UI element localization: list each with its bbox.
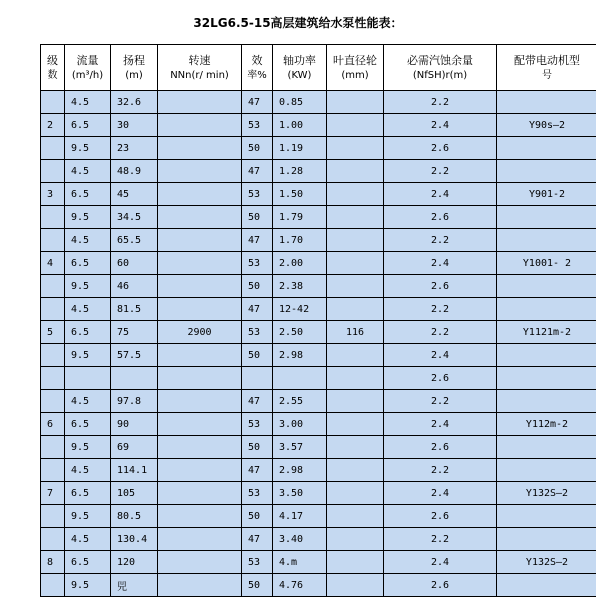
cell-motor-model: Y1121m-2 bbox=[497, 321, 596, 344]
cell-npsh-required: 2.2 bbox=[384, 91, 497, 114]
cell-stage-count bbox=[41, 505, 65, 528]
table-row bbox=[41, 321, 596, 344]
table-row bbox=[41, 482, 596, 505]
cell-head: 75 bbox=[111, 321, 158, 344]
header-speed bbox=[158, 45, 242, 91]
table-row bbox=[41, 137, 596, 160]
table-row bbox=[41, 229, 596, 252]
cell-motor-model: Y112m-2 bbox=[497, 413, 596, 436]
cell-stage-count bbox=[41, 367, 65, 390]
cell-speed bbox=[158, 229, 242, 252]
header-row bbox=[41, 45, 596, 91]
cell-efficiency: 50 bbox=[242, 574, 273, 597]
cell-impeller-diameter bbox=[327, 91, 384, 114]
table-row bbox=[41, 114, 596, 137]
cell-stage-count bbox=[41, 137, 65, 160]
cell-efficiency: 47 bbox=[242, 390, 273, 413]
cell-speed bbox=[158, 91, 242, 114]
cell-npsh-required: 2.6 bbox=[384, 275, 497, 298]
cell-npsh-required: 2.2 bbox=[384, 321, 497, 344]
table-row bbox=[41, 551, 596, 574]
cell-speed bbox=[158, 252, 242, 275]
cell-shaft-power: 1.19 bbox=[273, 137, 327, 160]
cell-efficiency: 47 bbox=[242, 91, 273, 114]
cell-efficiency: 53 bbox=[242, 114, 273, 137]
cell-speed bbox=[158, 206, 242, 229]
cell-impeller-diameter bbox=[327, 275, 384, 298]
cell-npsh-required: 2.4 bbox=[384, 183, 497, 206]
cell-efficiency: 50 bbox=[242, 505, 273, 528]
cell-stage-count bbox=[41, 298, 65, 321]
cell-speed bbox=[158, 367, 242, 390]
cell-flow-rate: 6.5 bbox=[65, 413, 111, 436]
cell-motor-model bbox=[497, 229, 596, 252]
header-label: 必需汽蚀余量 bbox=[407, 53, 473, 67]
cell-impeller-diameter bbox=[327, 390, 384, 413]
table-row bbox=[41, 459, 596, 482]
cell-motor-model bbox=[497, 206, 596, 229]
cell-shaft-power: 2.00 bbox=[273, 252, 327, 275]
cell-shaft-power: 2.55 bbox=[273, 390, 327, 413]
cell-npsh-required: 2.2 bbox=[384, 528, 497, 551]
cell-flow-rate: 4.5 bbox=[65, 229, 111, 252]
cell-flow-rate: 4.5 bbox=[65, 459, 111, 482]
cell-shaft-power: 4.76 bbox=[273, 574, 327, 597]
cell-speed bbox=[158, 436, 242, 459]
cell-impeller-diameter bbox=[327, 574, 384, 597]
cell-shaft-power: 3.00 bbox=[273, 413, 327, 436]
cell-efficiency: 53 bbox=[242, 252, 273, 275]
cell-head: 57.5 bbox=[111, 344, 158, 367]
cell-impeller-diameter bbox=[327, 229, 384, 252]
cell-head: 114.1 bbox=[111, 459, 158, 482]
cell-speed bbox=[158, 275, 242, 298]
cell-shaft-power: 4.17 bbox=[273, 505, 327, 528]
header-efficiency bbox=[242, 45, 273, 91]
table-row bbox=[41, 298, 596, 321]
header-flow-rate bbox=[65, 45, 111, 91]
cell-flow-rate: 4.5 bbox=[65, 528, 111, 551]
cell-efficiency: 53 bbox=[242, 413, 273, 436]
header-head bbox=[111, 45, 158, 91]
cell-flow-rate: 9.5 bbox=[65, 574, 111, 597]
cell-stage-count bbox=[41, 390, 65, 413]
cell-head: 130.4 bbox=[111, 528, 158, 551]
pump-performance-table bbox=[40, 44, 596, 597]
cell-speed bbox=[158, 505, 242, 528]
cell-head: 32.6 bbox=[111, 91, 158, 114]
cell-flow-rate: 6.5 bbox=[65, 551, 111, 574]
header-motor-model bbox=[497, 45, 596, 91]
cell-head: 105 bbox=[111, 482, 158, 505]
header-label: 级 bbox=[47, 53, 58, 67]
cell-speed bbox=[158, 528, 242, 551]
cell-flow-rate: 4.5 bbox=[65, 298, 111, 321]
cell-shaft-power: 1.79 bbox=[273, 206, 327, 229]
cell-flow-rate: 9.5 bbox=[65, 436, 111, 459]
table-row bbox=[41, 183, 596, 206]
cell-efficiency: 53 bbox=[242, 482, 273, 505]
cell-speed: 2900 bbox=[158, 321, 242, 344]
header-stage-count bbox=[41, 45, 65, 91]
cell-efficiency: 50 bbox=[242, 436, 273, 459]
cell-head: 80.5 bbox=[111, 505, 158, 528]
cell-shaft-power bbox=[273, 367, 327, 390]
cell-stage-count bbox=[41, 229, 65, 252]
cell-shaft-power: 2.98 bbox=[273, 459, 327, 482]
cell-flow-rate: 6.5 bbox=[65, 183, 111, 206]
cell-speed bbox=[158, 183, 242, 206]
cell-stage-count bbox=[41, 160, 65, 183]
cell-head: 23 bbox=[111, 137, 158, 160]
cell-impeller-diameter bbox=[327, 482, 384, 505]
cell-impeller-diameter bbox=[327, 551, 384, 574]
table-row bbox=[41, 275, 596, 298]
cell-impeller-diameter bbox=[327, 413, 384, 436]
cell-speed bbox=[158, 551, 242, 574]
cell-speed bbox=[158, 160, 242, 183]
cell-efficiency: 50 bbox=[242, 344, 273, 367]
cell-efficiency: 53 bbox=[242, 551, 273, 574]
cell-motor-model bbox=[497, 528, 596, 551]
cell-efficiency: 47 bbox=[242, 229, 273, 252]
table-row bbox=[41, 528, 596, 551]
cell-head: 60 bbox=[111, 252, 158, 275]
cell-stage-count bbox=[41, 436, 65, 459]
header-label: 效 bbox=[251, 53, 263, 67]
cell-shaft-power: 3.40 bbox=[273, 528, 327, 551]
cell-impeller-diameter bbox=[327, 298, 384, 321]
cell-npsh-required: 2.4 bbox=[384, 114, 497, 137]
header-label: 轴功率 bbox=[283, 53, 316, 67]
cell-head: 69 bbox=[111, 436, 158, 459]
cell-stage-count: 6 bbox=[41, 413, 65, 436]
table-row bbox=[41, 574, 596, 597]
header-unit: (KW) bbox=[287, 69, 312, 81]
cell-impeller-diameter bbox=[327, 436, 384, 459]
cell-npsh-required: 2.6 bbox=[384, 367, 497, 390]
cell-stage-count: 7 bbox=[41, 482, 65, 505]
cell-head: 97.8 bbox=[111, 390, 158, 413]
cell-flow-rate: 9.5 bbox=[65, 505, 111, 528]
cell-stage-count bbox=[41, 344, 65, 367]
cell-speed bbox=[158, 574, 242, 597]
cell-motor-model: Y901-2 bbox=[497, 183, 596, 206]
cell-npsh-required: 2.6 bbox=[384, 436, 497, 459]
cell-motor-model bbox=[497, 275, 596, 298]
cell-flow-rate: 6.5 bbox=[65, 321, 111, 344]
table-row bbox=[41, 505, 596, 528]
cell-efficiency: 50 bbox=[242, 206, 273, 229]
cell-impeller-diameter bbox=[327, 114, 384, 137]
cell-shaft-power: 12-42 bbox=[273, 298, 327, 321]
cell-efficiency: 53 bbox=[242, 183, 273, 206]
cell-impeller-diameter bbox=[327, 367, 384, 390]
header-unit: (m) bbox=[125, 69, 143, 81]
cell-motor-model bbox=[497, 436, 596, 459]
header-label: 流量 bbox=[76, 53, 99, 67]
cell-flow-rate: 6.5 bbox=[65, 482, 111, 505]
table-row bbox=[41, 413, 596, 436]
cell-efficiency: 47 bbox=[242, 160, 273, 183]
header-label: 叶直径轮 bbox=[333, 53, 377, 67]
cell-head: 30 bbox=[111, 114, 158, 137]
cell-motor-model: Y132S—2 bbox=[497, 482, 596, 505]
cell-speed bbox=[158, 344, 242, 367]
cell-flow-rate bbox=[65, 367, 111, 390]
cell-npsh-required: 2.4 bbox=[384, 252, 497, 275]
table-row bbox=[41, 206, 596, 229]
table-row bbox=[41, 252, 596, 275]
page-title: 32LG6.5-15高层建筑给水泵性能表： bbox=[193, 16, 403, 30]
cell-head: 48.9 bbox=[111, 160, 158, 183]
cell-head bbox=[111, 367, 158, 390]
cell-shaft-power: 2.98 bbox=[273, 344, 327, 367]
cell-npsh-required: 2.2 bbox=[384, 160, 497, 183]
cell-flow-rate: 6.5 bbox=[65, 114, 111, 137]
cell-npsh-required: 2.6 bbox=[384, 206, 497, 229]
cell-impeller-diameter bbox=[327, 344, 384, 367]
cell-impeller-diameter bbox=[327, 505, 384, 528]
cell-npsh-required: 2.4 bbox=[384, 413, 497, 436]
cell-shaft-power: 1.00 bbox=[273, 114, 327, 137]
cell-stage-count: 8 bbox=[41, 551, 65, 574]
header-unit: (mm) bbox=[341, 69, 369, 81]
cell-flow-rate: 9.5 bbox=[65, 344, 111, 367]
cell-flow-rate: 4.5 bbox=[65, 91, 111, 114]
cell-flow-rate: 9.5 bbox=[65, 206, 111, 229]
header-unit: (m³/h) bbox=[71, 69, 104, 81]
cell-head: 65.5 bbox=[111, 229, 158, 252]
cell-speed bbox=[158, 298, 242, 321]
cell-head: 90 bbox=[111, 413, 158, 436]
cell-head: 46 bbox=[111, 275, 158, 298]
cell-speed bbox=[158, 459, 242, 482]
cell-speed bbox=[158, 114, 242, 137]
cell-stage-count bbox=[41, 275, 65, 298]
cell-head: 兕 bbox=[111, 574, 158, 597]
cell-motor-model bbox=[497, 137, 596, 160]
table-row bbox=[41, 91, 596, 114]
cell-motor-model bbox=[497, 344, 596, 367]
cell-npsh-required: 2.2 bbox=[384, 459, 497, 482]
cell-flow-rate: 9.5 bbox=[65, 137, 111, 160]
cell-head: 120 bbox=[111, 551, 158, 574]
cell-motor-model bbox=[497, 459, 596, 482]
header-unit: (NfSH)r(m) bbox=[412, 69, 468, 81]
cell-efficiency: 50 bbox=[242, 137, 273, 160]
header-unit: 率% bbox=[247, 69, 267, 81]
cell-stage-count: 5 bbox=[41, 321, 65, 344]
cell-flow-rate: 4.5 bbox=[65, 160, 111, 183]
header-npsh-required bbox=[384, 45, 497, 91]
cell-motor-model bbox=[497, 574, 596, 597]
cell-npsh-required: 2.6 bbox=[384, 505, 497, 528]
cell-npsh-required: 2.4 bbox=[384, 551, 497, 574]
cell-flow-rate: 6.5 bbox=[65, 252, 111, 275]
cell-impeller-diameter bbox=[327, 206, 384, 229]
cell-motor-model: Y1001- 2 bbox=[497, 252, 596, 275]
cell-speed bbox=[158, 482, 242, 505]
cell-efficiency: 50 bbox=[242, 275, 273, 298]
cell-flow-rate: 4.5 bbox=[65, 390, 111, 413]
cell-motor-model bbox=[497, 367, 596, 390]
cell-stage-count bbox=[41, 574, 65, 597]
cell-efficiency: 47 bbox=[242, 459, 273, 482]
cell-motor-model: Y90s—2 bbox=[497, 114, 596, 137]
cell-npsh-required: 2.4 bbox=[384, 482, 497, 505]
cell-motor-model bbox=[497, 390, 596, 413]
table-row bbox=[41, 344, 596, 367]
cell-shaft-power: 2.50 bbox=[273, 321, 327, 344]
table-row bbox=[41, 367, 596, 390]
cell-motor-model: Y132S—2 bbox=[497, 551, 596, 574]
cell-efficiency: 47 bbox=[242, 528, 273, 551]
cell-stage-count bbox=[41, 528, 65, 551]
cell-stage-count bbox=[41, 91, 65, 114]
cell-motor-model bbox=[497, 505, 596, 528]
cell-shaft-power: 1.70 bbox=[273, 229, 327, 252]
cell-impeller-diameter bbox=[327, 252, 384, 275]
cell-shaft-power: 1.50 bbox=[273, 183, 327, 206]
cell-impeller-diameter bbox=[327, 459, 384, 482]
cell-stage-count bbox=[41, 206, 65, 229]
cell-npsh-required: 2.6 bbox=[384, 574, 497, 597]
cell-npsh-required: 2.2 bbox=[384, 298, 497, 321]
cell-efficiency: 53 bbox=[242, 321, 273, 344]
cell-stage-count: 3 bbox=[41, 183, 65, 206]
cell-npsh-required: 2.4 bbox=[384, 344, 497, 367]
cell-impeller-diameter bbox=[327, 160, 384, 183]
cell-impeller-diameter bbox=[327, 137, 384, 160]
cell-shaft-power: 4.m bbox=[273, 551, 327, 574]
table-row bbox=[41, 390, 596, 413]
header-impeller-diameter bbox=[327, 45, 384, 91]
cell-shaft-power: 3.50 bbox=[273, 482, 327, 505]
table-row bbox=[41, 160, 596, 183]
cell-shaft-power: 0.85 bbox=[273, 91, 327, 114]
cell-efficiency: 47 bbox=[242, 298, 273, 321]
cell-efficiency bbox=[242, 367, 273, 390]
cell-head: 81.5 bbox=[111, 298, 158, 321]
cell-shaft-power: 1.28 bbox=[273, 160, 327, 183]
cell-motor-model bbox=[497, 160, 596, 183]
header-label: 扬程 bbox=[123, 53, 145, 67]
cell-npsh-required: 2.6 bbox=[384, 137, 497, 160]
cell-head: 45 bbox=[111, 183, 158, 206]
cell-impeller-diameter bbox=[327, 183, 384, 206]
cell-stage-count: 4 bbox=[41, 252, 65, 275]
header-label: 转速 bbox=[188, 53, 211, 67]
cell-npsh-required: 2.2 bbox=[384, 390, 497, 413]
cell-impeller-diameter bbox=[327, 528, 384, 551]
cell-npsh-required: 2.2 bbox=[384, 229, 497, 252]
cell-speed bbox=[158, 137, 242, 160]
header-unit: 号 bbox=[542, 69, 552, 81]
table-row bbox=[41, 436, 596, 459]
cell-stage-count bbox=[41, 459, 65, 482]
cell-speed bbox=[158, 390, 242, 413]
cell-impeller-diameter: 116 bbox=[327, 321, 384, 344]
cell-shaft-power: 2.38 bbox=[273, 275, 327, 298]
header-shaft-power bbox=[273, 45, 327, 91]
header-unit: NNn(r/ min) bbox=[170, 69, 229, 81]
cell-motor-model bbox=[497, 91, 596, 114]
cell-speed bbox=[158, 413, 242, 436]
header-unit: 数 bbox=[47, 69, 58, 81]
cell-shaft-power: 3.57 bbox=[273, 436, 327, 459]
cell-flow-rate: 9.5 bbox=[65, 275, 111, 298]
header-label: 配带电动机型 bbox=[514, 53, 580, 67]
cell-stage-count: 2 bbox=[41, 114, 65, 137]
cell-head: 34.5 bbox=[111, 206, 158, 229]
cell-motor-model bbox=[497, 298, 596, 321]
